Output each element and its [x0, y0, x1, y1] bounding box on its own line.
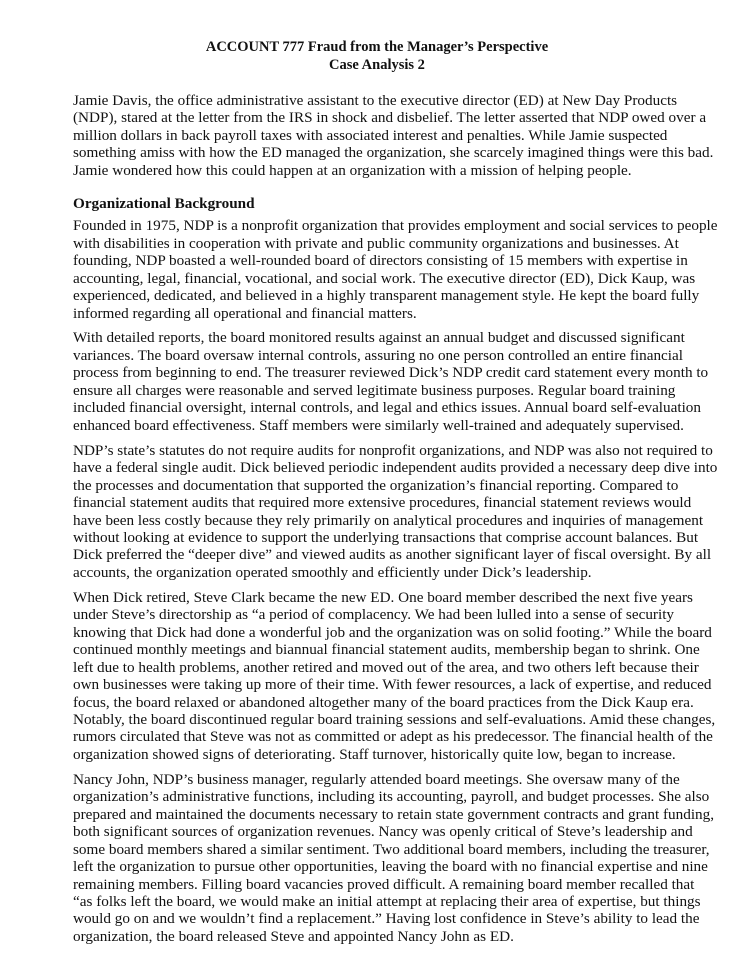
text-line: some board members shared a similar sentiment. Two additional board members, including the treasurer,: [73, 840, 710, 858]
text-line: process from beginning to end. The treasurer reviewed Dick’s NDP credit card statement every month to: [73, 364, 709, 382]
text-line: Founded in 1975, NDP is a nonprofit organization that provides employment and social services to people: [73, 217, 718, 235]
text-line: knowing that Dick had done a wonderful job and the organization was on solid footing.” While the board: [73, 623, 712, 641]
section-heading: Organizational Background: [73, 195, 255, 213]
text-line: ensure all charges were reasonable and served legitimate business purposes. Regular board training: [73, 381, 676, 399]
text-line: million dollars in back payroll taxes with associated interest and penalties. While Jamie suspected: [73, 126, 668, 144]
body-paragraph: [73, 771, 754, 946]
text-line: without looking at evidence to support the underlying transactions that comprise account balances. But: [73, 528, 699, 546]
text-line: included financial oversight, internal controls, and legal and ethics issues. Annual board self-evaluation: [73, 399, 701, 417]
body-paragraph: [73, 442, 754, 582]
text-line: left the organization to pursue other opportunities, leaving the board with no financial expertise and nine: [73, 858, 708, 876]
text-line: experienced, dedicated, and believed in a highly transparent management style. He kept the board fully: [73, 287, 700, 305]
text-line: organization showed signs of deteriorating. Staff turnover, historically quite low, began to increase.: [73, 745, 676, 763]
title-line-1: ACCOUNT 777 Fraud from the Manager’s Perspective: [205, 39, 549, 55]
text-line: organization, the board released Steve and appointed Nancy John as ED.: [73, 927, 514, 945]
text-line: financial statement audits that required more extensive procedures, financial statement reviews would: [73, 494, 692, 512]
text-line: remaining members. Filling board vacancies proved difficult. A remaining board member recalled that: [73, 875, 695, 893]
text-line: accounting, legal, financial, vocational, and social work. The executive director (ED), Dick Kaup, was: [73, 269, 696, 287]
text-line: Dick preferred the “deeper dive” and viewed audits as another significant layer of fiscal oversight. By all: [73, 546, 712, 564]
body-paragraph: [73, 589, 754, 764]
text-line: informed regarding all operational and financial matters.: [73, 304, 417, 322]
text-line: continued monthly meetings and biannual financial statement audits, membership began to shrink. One: [73, 641, 700, 659]
text-line: variances. The board oversaw internal controls, assuring no one person controlled an entire financial: [73, 346, 683, 364]
text-line: accounts, the organization operated smoothly and efficiently under Dick’s leadership.: [73, 563, 592, 581]
text-line: (NDP), stared at the letter from the IRS in shock and disbelief. The letter asserted that NDP owed over a: [73, 109, 707, 127]
text-line: own businesses were taking up more of their time. With fewer resources, a lack of expertise, and reduced: [73, 676, 712, 694]
body-paragraph: [73, 329, 754, 434]
text-line: With detailed reports, the board monitored results against an annual budget and discussed significant: [73, 329, 685, 347]
text-line: have been less costly because they rely primarily on analytical procedures and inquiries of management: [73, 511, 704, 529]
text-line: would go on and we wouldn’t find a replacement.” Having lost confidence in Steve’s ability to lead the: [73, 910, 700, 928]
text-line: with disabilities in cooperation with private and public community organizations and businesses. At: [73, 234, 679, 252]
text-line: Nancy John, NDP’s business manager, regularly attended board meetings. She oversaw many of the: [73, 770, 680, 788]
intro-paragraph: [73, 92, 754, 179]
body-paragraph: [73, 217, 754, 322]
text-line: prepared and maintained the documents necessary to retain state government contracts and grant funding,: [73, 805, 715, 823]
text-line: enhanced board effectiveness. Staff members were similarly well-trained and adequately supervised.: [73, 416, 684, 434]
text-line: “as folks left the board, we would make an initial attempt at replacing their area of expertise, but things: [73, 893, 701, 911]
text-line: something amiss with how the ED managed the organization, she scarcely imagined things were this bad.: [73, 144, 714, 162]
text-line: Jamie Davis, the office administrative assistant to the executive director (ED) at New Day Products: [73, 92, 678, 109]
text-line: have a federal single audit. Dick believed periodic independent audits provided a necessary deep dive into: [73, 459, 718, 477]
text-line: both significant sources of organization revenues. Nancy was openly critical of Steve’s leadership and: [73, 823, 693, 841]
text-line: under Steve’s directorship as “a period of complacency. We had been lulled into a sense of security: [73, 606, 675, 624]
text-line: left due to health problems, another retired and moved out of the area, and two others left because their: [73, 658, 699, 676]
text-line: the processes and documentation that supported the organization’s financial reporting. Compared to: [73, 476, 679, 494]
document-title: [0, 38, 754, 74]
text-line: When Dick retired, Steve Clark became the new ED. One board member described the next five years: [73, 588, 693, 606]
text-line: Notably, the board discontinued regular board training sessions and self-evaluations. Amid these changes,: [73, 711, 716, 728]
text-line: founding, NDP boasted a well-rounded board of directors consisting of 15 members with expertise in: [73, 252, 688, 270]
text-line: organization’s administrative functions, including its accounting, payroll, and budget processes. She also: [73, 788, 710, 806]
section-body: [73, 217, 754, 945]
text-line: Jamie wondered how this could happen at an organization with a mission of helping people.: [73, 161, 632, 179]
text-line: NDP’s state’s statutes do not require audits for nonprofit organizations, and NDP was also not required to: [73, 441, 713, 459]
text-line: rumors circulated that Steve was not as committed or adept as his predecessor. The financial health of the: [73, 728, 713, 746]
title-line-2: Case Analysis 2: [329, 57, 425, 73]
text-line: focus, the board relaxed or abandoned altogether many of the board practices from the Dick Kaup era.: [73, 693, 694, 711]
